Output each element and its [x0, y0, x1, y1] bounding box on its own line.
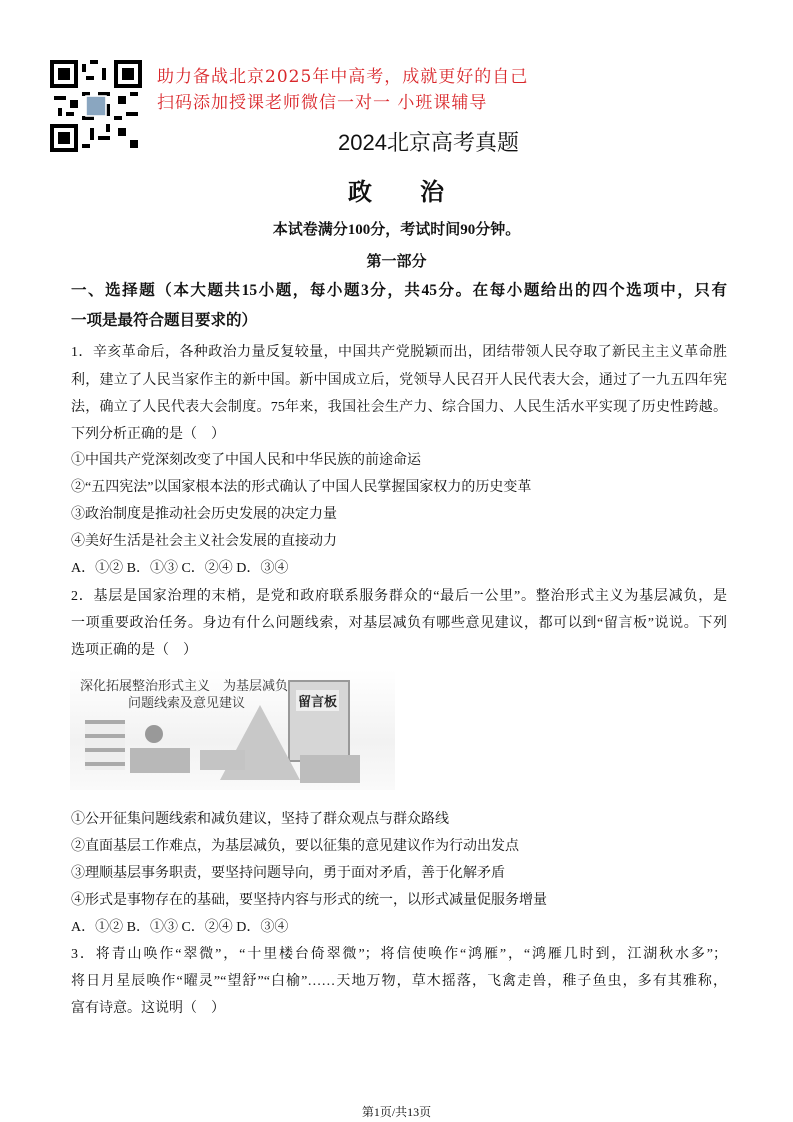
question-2-option: ②直面基层工作难点，为基层减负，要以征集的意见建议作为行动出发点	[71, 839, 519, 854]
page-number: 第1页/共13页	[361, 1105, 432, 1119]
qr-code	[50, 60, 142, 152]
part-heading: 第一部分	[366, 254, 427, 270]
question-3-stem: 将日月星辰唤作“曜灵”“望舒”“白榆”……天地万物，草木摇落，飞禽走兽，稚子鱼虫，多有其雅称，	[71, 974, 727, 989]
subject-title: 政 治	[348, 179, 444, 206]
figure-caption-1: 深化拓展整治形式主义 为基层减负	[80, 678, 289, 693]
box-shape	[200, 750, 245, 770]
question-2-option: ①公开征集问题线索和减负建议，坚持了群众观点与群众路线	[71, 812, 449, 827]
question-1-option: ④美好生活是社会主义社会发展的直接动力	[71, 534, 337, 549]
question-1-option: ③政治制度是推动社会历史发展的决定力量	[71, 507, 337, 522]
question-1-option: ①中国共产党深刻改变了中国人民和中华民族的前途命运	[71, 453, 421, 468]
question-3-stem: 富有诗意。这说明（ ）	[71, 1001, 225, 1016]
section-heading-cont: 一项是最符合题目要求的）	[71, 312, 258, 329]
board-label: 留言板	[296, 690, 339, 711]
promo-line-2: 扫码添加授课老师微信一对一 小班课辅导	[157, 93, 488, 113]
question-1-stem: 利，建立了人民当家作主的新中国。新中国成立后，党领导人民召开人民代表大会，通过了一九五四年宪	[71, 373, 727, 388]
question-3-stem: 3．将青山唤作“翠微”，“十里楼台倚翠微”；将信使唤作“鸿雁”，“鸿雁几时到，江湖秋水多”；	[71, 947, 727, 962]
figure-caption-2: 问题线索及意见建议	[128, 695, 246, 710]
message-board-illustration	[70, 670, 395, 790]
question-2-option: ④形式是事物存在的基础，要坚持内容与形式的统一，以形式减量促服务增量	[71, 893, 547, 908]
question-2-option: ③理顺基层事务职责，要坚持问题导向，勇于面对矛盾，善于化解矛盾	[71, 866, 505, 881]
question-1-stem: 下列分析正确的是（ ）	[71, 427, 225, 442]
desk-shape	[130, 748, 190, 773]
question-2-stem: 2．基层是国家治理的末梢，是党和政府联系服务群众的“最后一公里”。整治形式主义为基层减负，是	[71, 589, 727, 604]
exam-info: 本试卷满分100分，考试时间90分钟。	[272, 222, 521, 238]
question-2-answers: A．①② B．①③ C．②④ D．③④	[71, 920, 289, 935]
promo-line-1: 助力备战北京2025年中高考，成就更好的自己	[157, 67, 529, 87]
person-figure	[145, 725, 163, 743]
laptop-shape	[300, 755, 360, 783]
document-stack-shape	[85, 720, 125, 770]
page-title: 2024北京高考真题	[338, 130, 519, 155]
question-1-stem: 1．辛亥革命后，各种政治力量反复较量，中国共产党脱颖而出，团结带领人民夺取了新民主主义革命胜	[71, 345, 727, 360]
section-heading: 一、选择题（本大题共15小题，每小题3分，共45分。在每小题给出的四个选项中，只有	[71, 282, 727, 299]
question-1-option: ②“五四宪法”以国家根本法的形式确认了中国人民掌握国家权力的历史变革	[71, 480, 532, 495]
question-1-stem: 法，确立了人民代表大会制度。75年来，我国社会生产力、综合国力、人民生活水平实现了历史性跨越。	[71, 400, 727, 415]
question-2-stem: 选项正确的是（ ）	[71, 643, 197, 658]
question-2-stem: 一项重要政治任务。身边有什么问题线索，对基层减负有哪些意见建议，都可以到“留言板”说说。下列	[71, 616, 727, 631]
question-1-answers: A．①② B．①③ C．②④ D．③④	[71, 561, 289, 576]
